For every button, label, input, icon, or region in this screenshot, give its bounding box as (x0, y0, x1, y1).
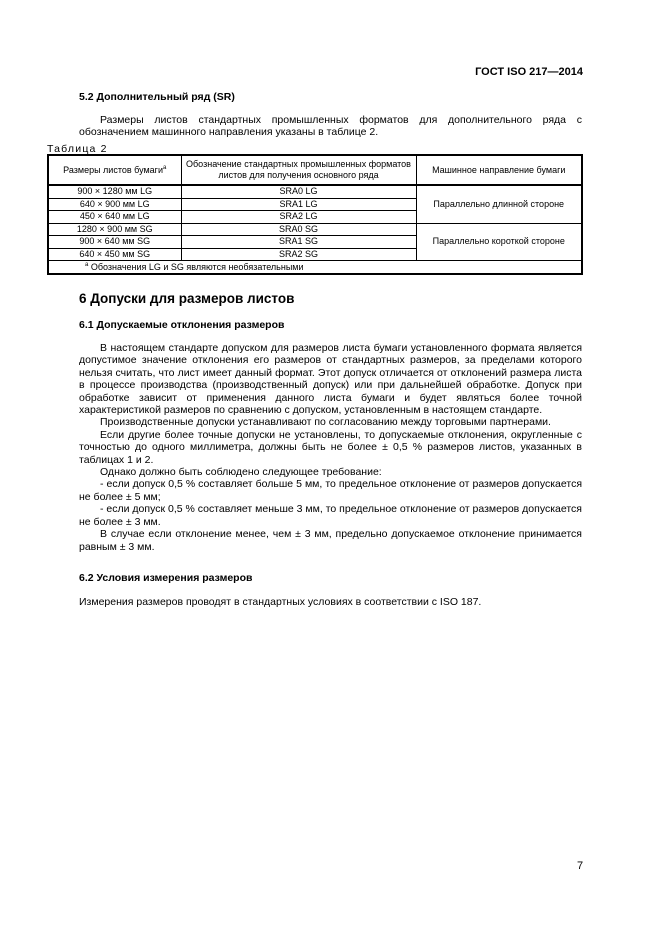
paragraph: Размеры листов стандартных промышленных форматов для дополнительного ряда с обозначением машинного направления указаны в таблице 2. (79, 114, 582, 139)
section-5-2-heading: 5.2 Дополнительный ряд (SR) (79, 91, 235, 103)
paragraph: Если другие более точные допуски не установлены, то допускаемые отклонения, округленные с точностью до одного миллиметра, должны быть не более ± 0,5 % размеров листов, указанных в таблицах 1 и 2. (79, 428, 582, 466)
paragraph: - если допуск 0,5 % составляет больше 5 мм, то предельное отклонение от размеров допускается не более ± 5 мм; (79, 478, 582, 503)
table-row (48, 223, 582, 236)
paragraph: - если допуск 0,5 % составляет меньше 3 мм, то предельное отклонение от размеров допускается не более ± 3 мм. (79, 503, 582, 528)
cell-size: 900 × 640 мм SG (48, 236, 181, 249)
paragraph: В случае если отклонение менее, чем ± 3 мм, предельно допускаемое отклонение принимается равным ± 3 мм. (79, 528, 582, 553)
page-number: 7 (577, 860, 584, 872)
section-6-heading: 6 Допуски для размеров листов (79, 291, 295, 306)
cell-size: 640 × 900 мм LG (48, 198, 181, 211)
table-caption: Таблица 2 (47, 143, 108, 155)
section-6-2-body (79, 596, 582, 608)
cell-code: SRA2 LG (181, 211, 416, 224)
table-footnote: $^a$ Обозначения LG и SG являются необязательными (48, 261, 582, 275)
table-footnote-row (48, 261, 582, 275)
cell-size: 900 × 1280 мм LG (48, 185, 181, 198)
section-6-1-heading: 6.1 Допускаемые отклонения размеров (79, 319, 285, 331)
header-sheet-sizes: Размеры листов бумаги$^a$ (48, 155, 181, 185)
paragraph: Производственные допуски устанавливают по согласованию между торговыми партнерами. (100, 416, 551, 429)
cell-code: SRA0 LG (181, 185, 416, 198)
paragraph: В настоящем стандарте допуском для размеров листа бумаги установленного формата является допустимое значение отклонения его размеров от стандартных размеров, за пределами которого нельзя считать, что лист имеет данный формат. Этот допуск отличается от отклонений размера листа в процессе производства (производственный допуск) или при дальнейшей обработке. Допуск при обработке зависит от применения данного листа бумаги и будет являться более точной характеристикой размеров по сравнению с допуском, установленным в настоящем стандарте. (79, 342, 582, 417)
table-row (48, 185, 582, 198)
cell-code: SRA2 SG (181, 248, 416, 261)
paragraph: Измерения размеров проводят в стандартных условиях в соответствии с ISO 187. (79, 596, 482, 608)
section-5-2-paragraph (79, 114, 582, 139)
table-2 (47, 154, 583, 275)
cell-code: SRA1 SG (181, 236, 416, 249)
cell-code: SRA0 SG (181, 223, 416, 236)
cell-size: 1280 × 900 мм SG (48, 223, 181, 236)
section-6-2-heading: 6.2 Условия измерения размеров (79, 572, 253, 584)
cell-code: SRA1 LG (181, 198, 416, 211)
cell-direction-long: Параллельно длинной стороне (416, 185, 582, 223)
cell-size: 450 × 640 мм LG (48, 211, 181, 224)
header-format-designation: Обозначение стандартных промышленных форматов листов для получения основного ряда (181, 155, 416, 185)
document-id: ГОСТ ISO 217—2014 (475, 66, 583, 78)
cell-size: 640 × 450 мм SG (48, 248, 181, 261)
paragraph: Однако должно быть соблюдено следующее требование: (100, 466, 382, 479)
section-6-1-body (79, 342, 582, 553)
cell-direction-short: Параллельно короткой стороне (416, 223, 582, 261)
header-machine-direction: Машинное направление бумаги (416, 155, 582, 185)
